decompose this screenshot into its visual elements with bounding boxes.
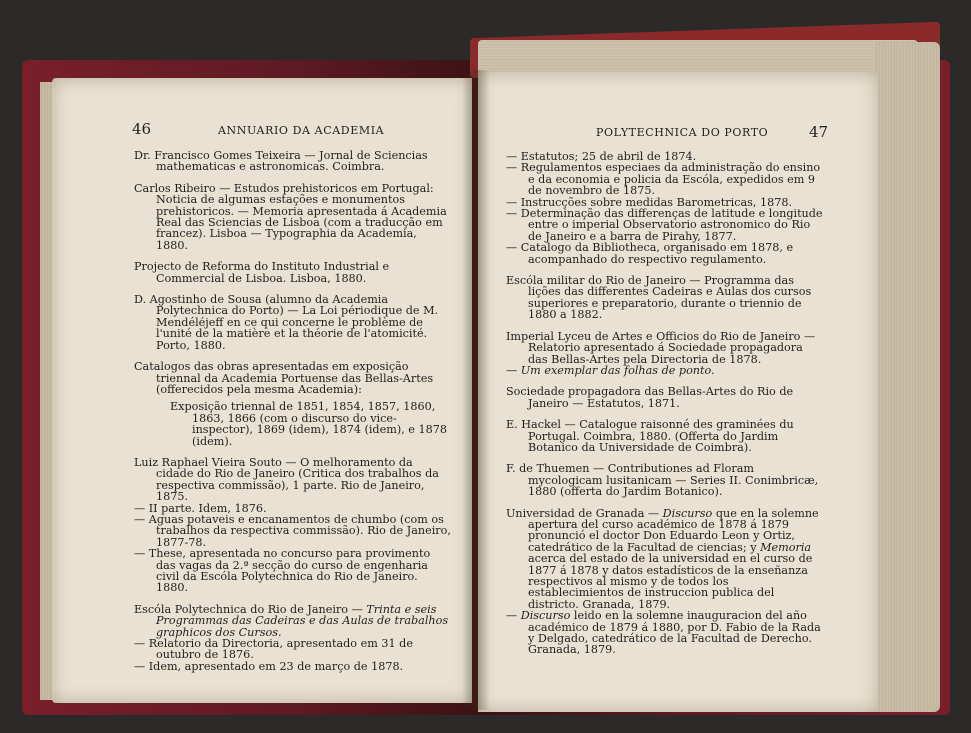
- entry-escola-polytechnica: [134, 604, 452, 638]
- lyceu-sub: — Um exemplar das folhas de ponto.: [506, 363, 715, 377]
- escola-sub-3: — Estatutos; 25 de abril de 1874.: [506, 150, 697, 163]
- entry-exposicao: Exposição triennal de 1851, 1854, 1857, 1860, 1863, 1866 (com o discurso do vice-inspector), 1869 (idem), 1874 (idem), e 1878 (idem).: [170, 400, 447, 448]
- left-page-number: 46: [132, 120, 152, 138]
- granada-sub-italic: Discurso: [520, 609, 571, 623]
- right-page-text: [506, 151, 824, 656]
- entry-projecto: Projecto de Reforma do Instituto Industrial e Commercial de Lisboa. Lisboa, 1880.: [134, 260, 390, 285]
- escola-sub-7: — Catalogo da Bibliotheca, organisado em 1878, e acompanhado do respectivo regulamento.: [506, 241, 794, 266]
- granada-mid: que en la solemne apertura del curso académico de 1878 á 1879 pronunció el doctor Don Eduardo Leon y Ortiz, catedrático de la Facultad de ciencias; y: [528, 506, 819, 554]
- escola-lead: Escóla Polytechnica do Rio de Janeiro —: [134, 602, 367, 616]
- escola-sub-5: — Instrucções sobre medidas Barometricas, 1878.: [506, 195, 793, 209]
- entry-teixeira: Dr. Francisco Gomes Teixeira — Jornal de Sciencias mathematicas e astronomicas. Coimbra.: [134, 149, 428, 174]
- right-running-head: POLYTECHNICA DO PORTO: [596, 126, 769, 139]
- left-page-text: [134, 150, 452, 672]
- granada-italic-1: Discurso: [662, 506, 713, 520]
- entry-catalogos: Catalogos das obras apresentadas em exposição triennal da Academia Portuense das Bellas-Artes (offerecidos pela mesma Academia):: [134, 360, 434, 396]
- page-edges-top: [478, 40, 918, 76]
- souto-sub-1: — II parte. Idem, 1876.: [134, 501, 267, 515]
- granada-sub: [506, 610, 824, 656]
- escola-sub-2: — Idem, apresentado em 23 de março de 1878.: [134, 659, 404, 673]
- page-edges-right: [875, 42, 940, 712]
- entry-hackel: E. Hackel — Catalogue raisonné des graminées du Portugal. Coimbra, 1880. (Offerta do Jardim Botanico da Universidade de Coimbra).: [506, 418, 794, 454]
- entry-escola-militar: Escóla militar do Rio de Janeiro — Programma das lições das differentes Cadeiras e Aulas dos cursos superiores e preparatorio, durante o triennio de 1880 a 1882.: [506, 274, 812, 322]
- granada-sub-dash: —: [506, 609, 521, 623]
- escola-sub-4: — Regulamentos especiaes da administração do ensino e da economia e policia da Escóla, expedidos em 9 de novembro de 1875.: [506, 161, 821, 198]
- granada-italic-2: Memoria: [760, 540, 812, 554]
- entry-souto: Luiz Raphael Vieira Souto — O melhoramento da cidade do Rio de Janeiro (Critica dos trabalhos da respectiva commissão), 1 parte. Rio de Janeiro, 1875.: [134, 455, 439, 504]
- escola-sub-6: — Determinação das differenças de latitude e longitude entre o imperial Observatorio astronomico do Rio de Janeiro e a barra de Pirahy, 1877.: [506, 207, 823, 243]
- left-running-head: ANNUARIO DA ACADEMIA: [218, 124, 385, 137]
- entry-sociedade: Sociedade propagadora das Bellas-Artes do Rio de Janeiro — Estatutos, 1871.: [506, 385, 794, 410]
- souto-sub-2: — Aguas potaveis e encanamentos de chumbo (com os trabalhos da respectiva commissão). Rio de Janeiro, 1877-78.: [134, 512, 451, 549]
- entry-granada: [506, 508, 824, 611]
- book-gutter: [462, 70, 490, 710]
- granada-sub-rest: leido en la solemne inauguracion del año académico de 1879 á 1880, por D. Fabio de la Rada y Delgado, catedrático de la Facultad de Derecho. Granada, 1879.: [528, 609, 821, 657]
- right-page-number: 47: [809, 123, 829, 141]
- entry-sousa: D. Agostinho de Sousa (alumno da Academia Polytechnica do Porto) — La Loi périodique de M. Mendéléjeff en ce qui concerne le problème de l'unité de la matière et la théorie de l'atomicité. Porto, 1880.: [134, 293, 439, 352]
- entry-lyceu: Imperial Lyceu de Artes e Officios do Rio de Janeiro — Relatorio apresentado á Sociedade propagadora das Bellas-Artes pela Directoria de 1878.: [506, 329, 816, 366]
- granada-lead: Universidad de Granada —: [506, 506, 663, 520]
- entry-thuemen: F. de Thuemen — Contributiones ad Floram mycologicam lusitanicam — Series II. Conimbricæ, 1880 (offerta do Jardim Botanico).: [506, 462, 819, 499]
- escola-sub-1: — Relatorio da Directoria, apresentado em 31 de outubro de 1876.: [134, 637, 413, 662]
- escola-italic: Trinta e seis Programmas das Cadeiras e das Aulas de trabalhos graphicos dos Cursos.: [156, 602, 449, 639]
- souto-sub-3: — These, apresentada no concurso para provimento das vagas da 2.ª secção do curso de engenharia civil da Escóla Polytechnica do Rio de Janeiro. 1880.: [134, 547, 431, 595]
- entry-ribeiro: Carlos Ribeiro — Estudos prehistoricos em Portugal: Noticia de algumas estações e monumentos prehistoricos. — Memoria apresentada á Academia Real das Sciencias de Lisboa (com a traducção em francez). Lisboa — Typographia da Academia, 1880.: [134, 181, 447, 252]
- granada-end: acerca del estado de la universidad en el curso de 1877 á 1878 y datos estadísticos de la enseñanza respectivos al mismo y de todos los establecimientos de instruccion publica del districto. Granada, 1879.: [528, 552, 813, 611]
